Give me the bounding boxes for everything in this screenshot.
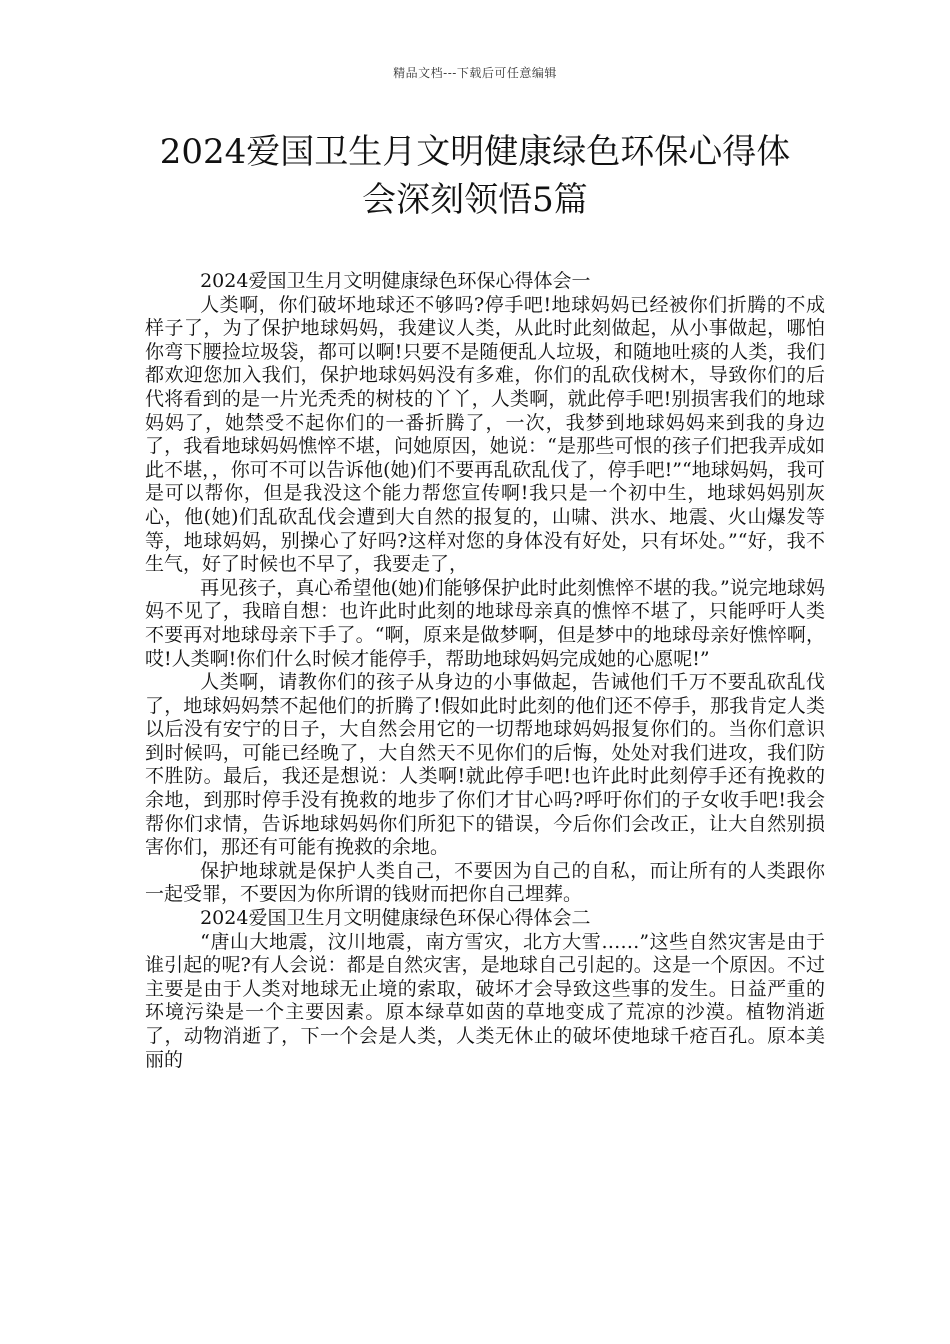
paragraph-4: 保护地球就是保护人类自己，不要因为自己的自私，而让所有的人类跟你一起受罪，不要因为你所谓的钱财而把你自己埋葬。 bbox=[145, 859, 825, 906]
paragraph-2: 再见孩子，真心希望他(她)们能够保护此时此刻憔悴不堪的我。”说完地球妈妈不见了，我暗自想：也许此时此刻的地球母亲真的憔悴不堪了，只能呼吁人类不要再对地球母亲下手了。“啊，原来是做梦啊，但是梦中的地球母亲好憔悴啊，哎!人类啊!你们什么时候才能停手，帮助地球妈妈完成她的心愿呢!” bbox=[145, 576, 825, 670]
section-heading-1: 2024爱国卫生月文明健康绿色环保心得体会一 bbox=[200, 270, 591, 292]
paragraph-3: 人类啊，请教你们的孩子从身边的小事做起，告诫他们千万不要乱砍乱伐了，地球妈妈禁不起他们的折腾了!假如此时此刻的他们还不停手，那我肯定人类以后没有安宁的日子，大自然会用它的一切帮地球妈妈报复你们的。当你们意识到时候吗，可能已经晚了，大自然天不见你们的后悔，处处对我们进攻，我们防不胜防。最后，我还是想说：人类啊!就此停手吧!也许此时此刻停手还有挽救的余地，到那时停手没有挽救的地步了你们才甘心吗?呼吁你们的子女收手吧!我会帮你们求情，告诉地球妈妈你们所犯下的错误，今后你们会改正，让大自然别损害你们，那还有可能有挽救的余地。 bbox=[145, 671, 825, 859]
document-title-line-1: 2024爱国卫生月文明健康绿色环保心得体 bbox=[159, 132, 791, 172]
document-title bbox=[100, 128, 850, 224]
section-heading-2: 2024爱国卫生月文明健康绿色环保心得体会二 bbox=[200, 907, 591, 930]
document-body bbox=[145, 270, 825, 1072]
paragraph-5: “唐山大地震，汶川地震，南方雪灾，北方大雪……”这些自然灾害是由于谁引起的呢?有人会说：都是自然灾害，是地球自己引起的。这是一个原因。不过主要是由于人类对地球无止境的索取，破坏才会导致这些事的发生。日益严重的环境污染是一个主要因素。原本绿草如茵的草地变成了荒凉的沙漠。植物消逝了，动物消逝了，下一个会是人类，人类无休止的破坏使地球千疮百孔。原本美丽的 bbox=[145, 930, 825, 1071]
paragraph-1: 人类啊，你们破坏地球还不够吗?停手吧!地球妈妈已经被你们折腾的不成样子了，为了保护地球妈妈，我建议人类，从此时此刻做起，从小事做起，哪怕你弯下腰捡垃圾袋，都可以啊!只要不是随便乱人垃圾，和随地吐痰的人类，我们都欢迎您加入我们，保护地球妈妈没有多难，你们的乱砍伐树木，导致你们的后代将看到的是一片光秃秃的树枝的丫丫，人类啊，就此停手吧!别损害我们的地球妈妈了，她禁受不起你们的一番折腾了，一次，我梦到地球妈妈来到我的身边了，我看地球妈妈憔悴不堪，问她原因，她说：“是那些可恨的孩子们把我弄成如此不堪，，你可不可以告诉他(她)们不要再乱砍乱伐了，停手吧!”“地球妈妈，我可是可以帮你，但是我没这个能力帮您宣传啊!我只是一个初中生，地球妈妈别灰心，他(她)们乱砍乱伐会遭到大自然的报复的，山啸、洪水、地震、火山爆发等等，地球妈妈，别操心了好吗?这样对您的身体没有好处，只有坏处。”“好，我不生气，好了时候也不早了，我要走了， bbox=[145, 293, 825, 576]
document-title-line-2: 会深刻领悟5篇 bbox=[362, 180, 588, 220]
page-header: 精品文档---下载后可任意编辑 bbox=[393, 66, 557, 80]
